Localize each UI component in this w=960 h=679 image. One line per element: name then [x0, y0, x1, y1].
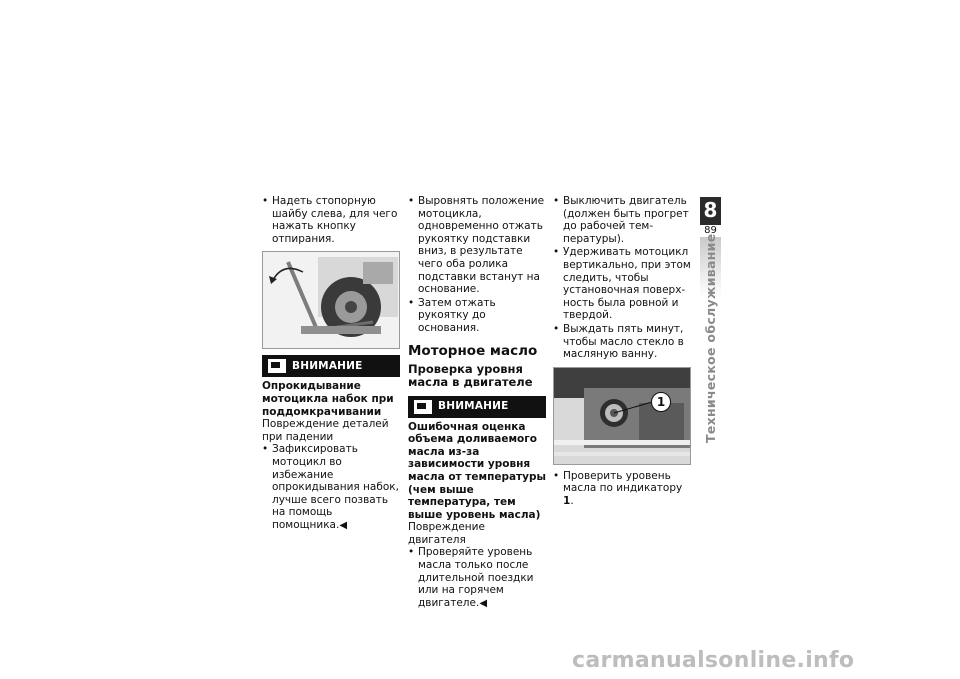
page-number: 89	[700, 225, 721, 237]
motorcycle-stand-illustration	[263, 252, 399, 348]
warning-box	[408, 396, 546, 418]
bullet-list	[553, 470, 691, 508]
subsection-title: Проверка уровня масла в двигателе	[408, 361, 533, 390]
warning-consequence: Повреждение деталей при падении	[262, 418, 389, 443]
list-item: • Надеть стопорную шайбу слева, для чего нажать кнопку отпирания.	[262, 195, 400, 245]
figure-oil-level-indicator	[553, 367, 691, 465]
list-item: • Затем отжать рукоятку до основания.	[408, 297, 546, 335]
side-chapter-title: Техническое обслуживание	[703, 233, 718, 443]
list-item-text: Зафиксировать мотоцикл во избежание опрокидывания набок, лучше всего позвать на помощь помощника.	[272, 443, 399, 531]
callout-1: 1	[651, 392, 671, 412]
warning-label: ВНИМАНИЕ	[438, 400, 509, 413]
warning-consequence: Повреждение двигателя	[408, 521, 485, 546]
list-item: • Удерживать мотоцикл вертикально, при этом следить, чтобы установочная поверхность была ровной и твердой.	[553, 246, 691, 322]
watermark: carmanualsonline.info	[572, 648, 855, 673]
column-3	[553, 195, 691, 509]
list-item	[408, 546, 546, 610]
column-1	[262, 195, 400, 534]
section-title: Моторное масло	[408, 342, 538, 359]
chapter-number: 8	[703, 198, 718, 222]
warning-label: ВНИМАНИЕ	[292, 360, 363, 373]
bullet-list	[408, 195, 546, 335]
list-item-text: Проверяйте уровень масла только после длительной поездки или на горячем двигателе.	[418, 546, 534, 609]
list-item: • Выждать пять минут, чтобы масло стекло в масляную ванну.	[553, 323, 691, 361]
warning-bullets	[408, 546, 546, 610]
bullet-list	[262, 195, 400, 245]
end-mark-icon: ◀	[479, 597, 488, 609]
indicator-reference: 1	[563, 494, 571, 507]
hand-warning-icon	[414, 400, 432, 414]
list-item-end: .	[570, 494, 574, 507]
figure-motorcycle-stand	[262, 251, 400, 349]
chapter-tab	[700, 197, 721, 237]
column-2	[408, 195, 546, 611]
warning-heading: Опрокидывание мотоцикла набок при поддомкрачивании	[262, 380, 394, 418]
list-item: • Выровнять положение мотоцикла, одновременно отжать рукоятку подставки вниз, в результате чего оба ролика подставки встанут на основание.	[408, 195, 546, 296]
list-item-text: Проверить уровень масла по индикатору	[563, 469, 683, 495]
end-mark-icon: ◀	[339, 519, 348, 531]
warning-heading: Ошибочная оценка объема доливаемого масла из-за зависимости уровня масла от температуры (чем выше температура, тем выше уровень масла)	[408, 420, 546, 521]
list-item: • Выключить двигатель (должен быть прогрет до рабочей температуры).	[553, 195, 691, 245]
engine-illustration	[554, 368, 690, 464]
bullet-list	[553, 195, 691, 361]
warning-box	[262, 355, 400, 377]
warning-bullets	[262, 443, 400, 532]
list-item	[262, 443, 400, 532]
list-item	[553, 470, 691, 508]
hand-warning-icon	[268, 359, 286, 373]
